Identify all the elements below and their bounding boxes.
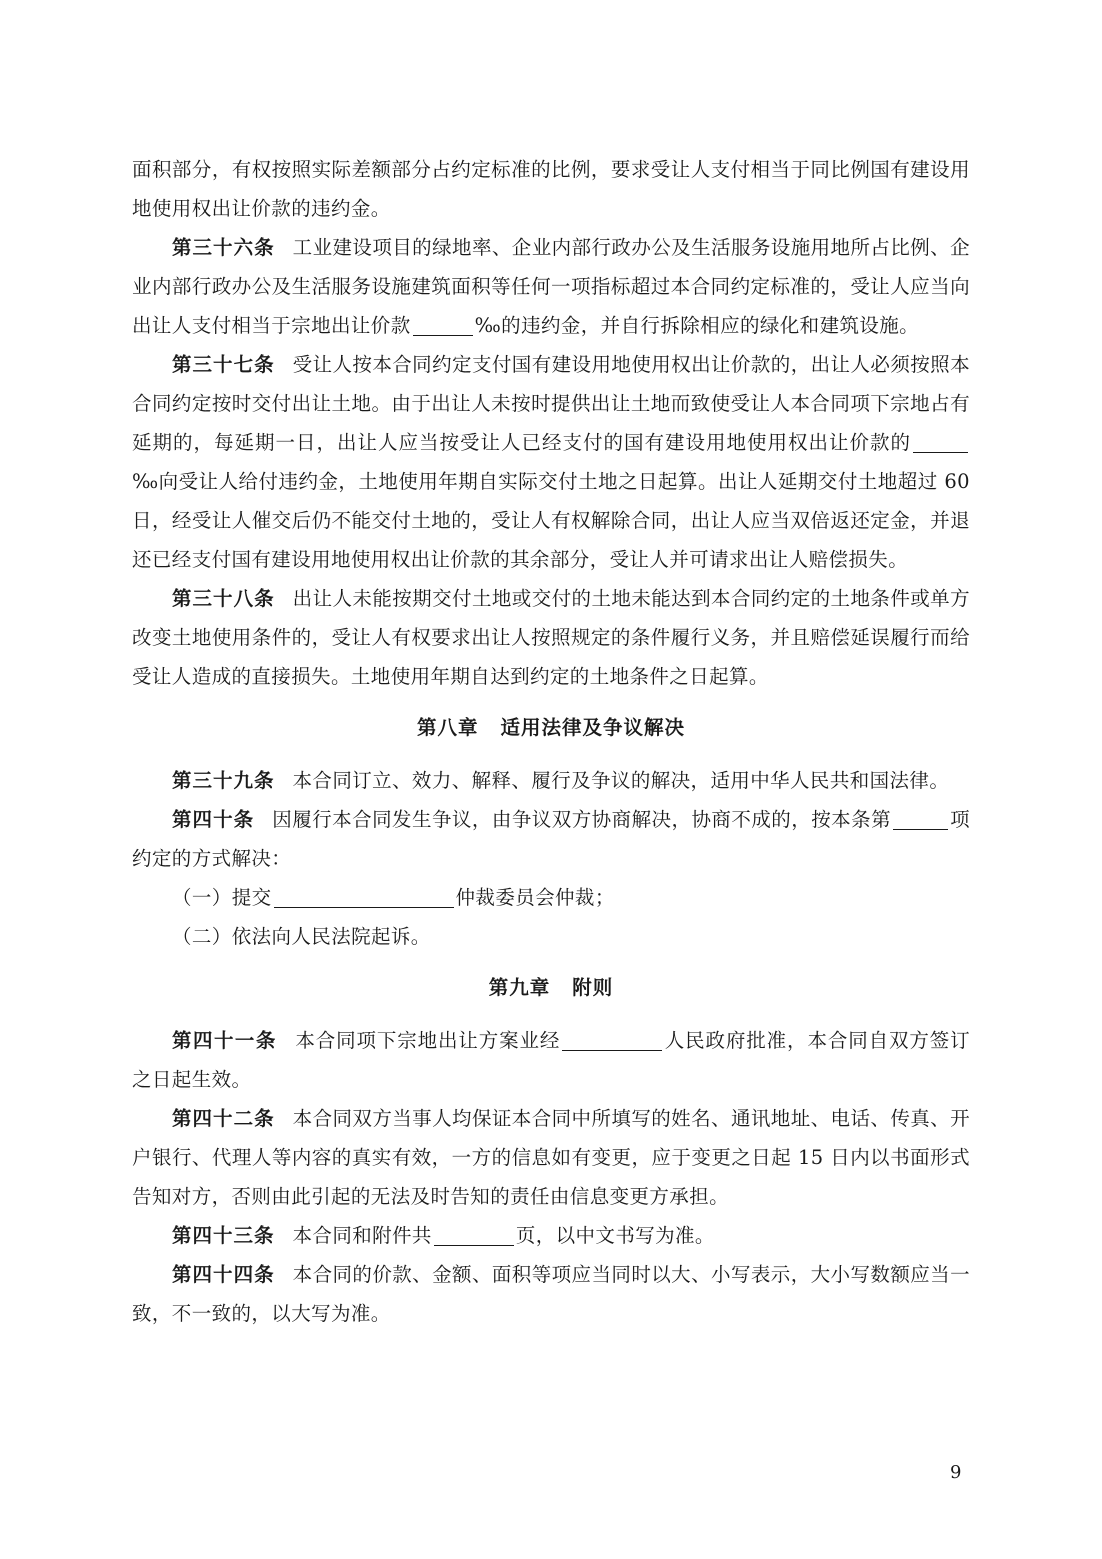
option-text: （二）依法向人民法院起诉。 bbox=[172, 925, 431, 948]
option-label: （一）提交 bbox=[172, 886, 272, 909]
article-39 bbox=[132, 761, 970, 800]
page-number: 9 bbox=[950, 1462, 962, 1483]
fill-blank[interactable] bbox=[413, 313, 473, 336]
article-number: 第四十四条 bbox=[172, 1263, 275, 1286]
article-text: 受让人按本合同约定支付国有建设用地使用权出让价款的，出让人必须按照本合同约定按时交付出让土地。由于出让人未按时提供出让土地而致使受让人本合同项下宗地占有延期的，每延期一日，出让人应当按受让人已经支付的国有建设用地使用权出让价款的 bbox=[132, 353, 970, 454]
chapter-9-heading bbox=[132, 968, 970, 1007]
chapter-number: 第八章 bbox=[416, 716, 479, 739]
chapter-8-heading bbox=[132, 708, 970, 747]
fill-blank[interactable] bbox=[893, 807, 948, 830]
chapter-title: 附则 bbox=[572, 976, 614, 999]
paragraph-continuation: 面积部分，有权按照实际差额部分占约定标准的比例，要求受让人支付相当于同比例国有建设用地使用权出让价款的违约金。 bbox=[132, 158, 970, 220]
article-36 bbox=[132, 228, 970, 345]
article-43 bbox=[132, 1216, 970, 1255]
article-text: ‰向受让人给付违约金，土地使用年期自实际交付土地之日起算。出让人延期交付土地超过 60 日，经受让人催交后仍不能交付土地的，受让人有权解除合同，出让人应当双倍返还定金，并退还已经支付国有建设用地使用权出让价款的其余部分，受让人并可请求出让人赔偿损失。 bbox=[132, 470, 970, 571]
article-text: 因履行本合同发生争议，由争议双方协商解决，协商不成的，按本条第 bbox=[272, 808, 892, 831]
article-text: 本合同和附件共 bbox=[292, 1224, 432, 1247]
article-42 bbox=[132, 1099, 970, 1216]
chapter-title: 适用法律及争议解决 bbox=[500, 716, 686, 739]
fill-blank[interactable] bbox=[274, 885, 454, 908]
article-text: 本合同的价款、金额、面积等项应当同时以大、小写表示，大小写数额应当一致，不一致的，以大写为准。 bbox=[132, 1263, 970, 1325]
article-text: 项约定的方式解决： bbox=[132, 808, 970, 870]
article-40-option-1 bbox=[132, 878, 970, 917]
fill-blank[interactable] bbox=[434, 1223, 514, 1246]
article-number: 第四十二条 bbox=[172, 1107, 275, 1130]
article-text: 本合同订立、效力、解释、履行及争议的解决，适用中华人民共和国法律。 bbox=[292, 769, 950, 792]
article-44 bbox=[132, 1255, 970, 1333]
article-number: 第三十八条 bbox=[172, 587, 275, 610]
article-number: 第四十条 bbox=[172, 808, 255, 831]
article-text: 工业建设项目的绿地率、企业内部行政办公及生活服务设施用地所占比例、企业内部行政办公及生活服务设施建筑面积等任何一项指标超过本合同约定标准的，受让人应当向出让人支付相当于宗地出让价款 bbox=[132, 236, 970, 337]
article-number: 第四十三条 bbox=[172, 1224, 275, 1247]
article-text: ‰的违约金，并自行拆除相应的绿化和建筑设施。 bbox=[474, 314, 920, 337]
article-number: 第四十一条 bbox=[172, 1029, 277, 1052]
article-text: 页，以中文书写为准。 bbox=[515, 1224, 715, 1247]
article-text: 出让人未能按期交付土地或交付的土地未能达到本合同约定的土地条件或单方改变土地使用条件的，受让人有权要求出让人按照规定的条件履行义务，并且赔偿延误履行而给受让人造成的直接损失。土地使用年期自达到约定的土地条件之日起算。 bbox=[132, 587, 970, 688]
article-number: 第三十六条 bbox=[172, 236, 275, 259]
document-body bbox=[132, 150, 970, 1333]
article-text: 本合同项下宗地出让方案业经 bbox=[294, 1029, 561, 1052]
chapter-number: 第九章 bbox=[488, 976, 551, 999]
article-40 bbox=[132, 800, 970, 878]
article-number: 第三十九条 bbox=[172, 769, 275, 792]
article-40-option-2 bbox=[132, 917, 970, 956]
article-38 bbox=[132, 579, 970, 696]
fill-blank[interactable] bbox=[913, 430, 968, 453]
option-text: 仲裁委员会仲裁； bbox=[455, 886, 615, 909]
article-text: 人民政府批准，本合同自双方签订之日起生效。 bbox=[132, 1029, 970, 1091]
article-41 bbox=[132, 1021, 970, 1099]
article-text: 本合同双方当事人均保证本合同中所填写的姓名、通讯地址、电话、传真、开户银行、代理人等内容的真实有效，一方的信息如有变更，应于变更之日起 15 日内以书面形式告知对方，否则由此引起的无法及时告知的责任由信息变更方承担。 bbox=[132, 1107, 970, 1208]
article-number: 第三十七条 bbox=[172, 353, 275, 376]
fill-blank[interactable] bbox=[562, 1028, 662, 1051]
article-37 bbox=[132, 345, 970, 579]
